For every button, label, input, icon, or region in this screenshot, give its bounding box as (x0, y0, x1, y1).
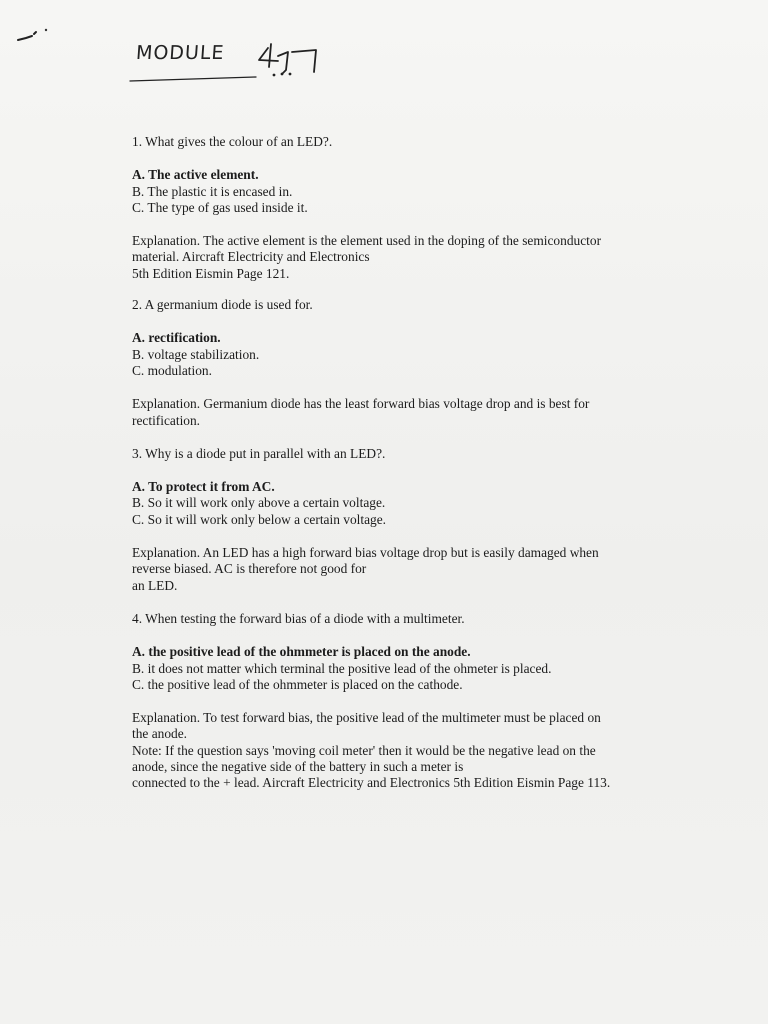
option-a-correct: A. the positive lead of the ohmmeter is placed on the anode. (132, 644, 471, 660)
explanation-line: the anode. (132, 726, 188, 742)
option-a-correct: A. To protect it from AC. (132, 479, 275, 495)
explanation-line: rectification. (132, 412, 201, 428)
explanation-line: reverse biased. AC is therefore not good for (132, 561, 367, 577)
question-4 (132, 611, 692, 792)
question-text: 3. Why is a diode put in parallel with an LED?. (132, 445, 386, 461)
option-b: B. voltage stabilization. (132, 346, 260, 362)
question-3 (132, 446, 692, 594)
explanation-line: connected to the + lead. Aircraft Electricity and Electronics 5th Edition Eismin Page 113. (132, 775, 611, 791)
option-b: B. it does not matter which terminal the positive lead of the ohmeter is placed. (132, 660, 552, 676)
option-b: B. The plastic it is encased in. (132, 183, 293, 199)
explanation-line: Explanation. To test forward bias, the positive lead of the multimeter must be placed on (132, 710, 601, 726)
option-a-correct: A. rectification. (132, 330, 221, 346)
explanation-line: an LED. (132, 577, 178, 593)
question-text: 4. When testing the forward bias of a diode with a multimeter. (132, 610, 465, 626)
explanation-line: Note: If the question says 'moving coil meter' then it would be the negative lead on the (132, 742, 596, 758)
option-a-correct: A. The active element. (132, 167, 259, 183)
explanation-line: 5th Edition Eismin Page 121. (132, 265, 290, 281)
explanation-line: Explanation. Germanium diode has the least forward bias voltage drop and is best for (132, 396, 590, 412)
question-1 (132, 134, 692, 282)
pen-mark-icon (16, 26, 52, 46)
option-c: C. The type of gas used inside it. (132, 199, 308, 215)
option-c: C. the positive lead of the ohmmeter is placed on the cathode. (132, 676, 463, 692)
explanation-line: material. Aircraft Electricity and Electronics (132, 249, 370, 265)
explanation-line: Explanation. An LED has a high forward bias voltage drop but is easily damaged when (132, 545, 599, 561)
module-number-scrawl-icon (128, 34, 338, 86)
question-text: 1. What gives the colour of an LED?. (132, 134, 333, 149)
option-c: C. So it will work only below a certain voltage. (132, 511, 387, 527)
explanation-line: anode, since the negative side of the battery in such a meter is (132, 759, 464, 775)
option-b: B. So it will work only above a certain voltage. (132, 495, 386, 511)
option-c: C. modulation. (132, 362, 212, 378)
explanation-line: Explanation. The active element is the element used in the doping of the semiconductor (132, 233, 602, 249)
question-2 (132, 297, 692, 429)
question-list (132, 134, 692, 792)
question-text: 2. A germanium diode is used for. (132, 297, 313, 313)
module-heading-label: MODULE (135, 42, 226, 64)
